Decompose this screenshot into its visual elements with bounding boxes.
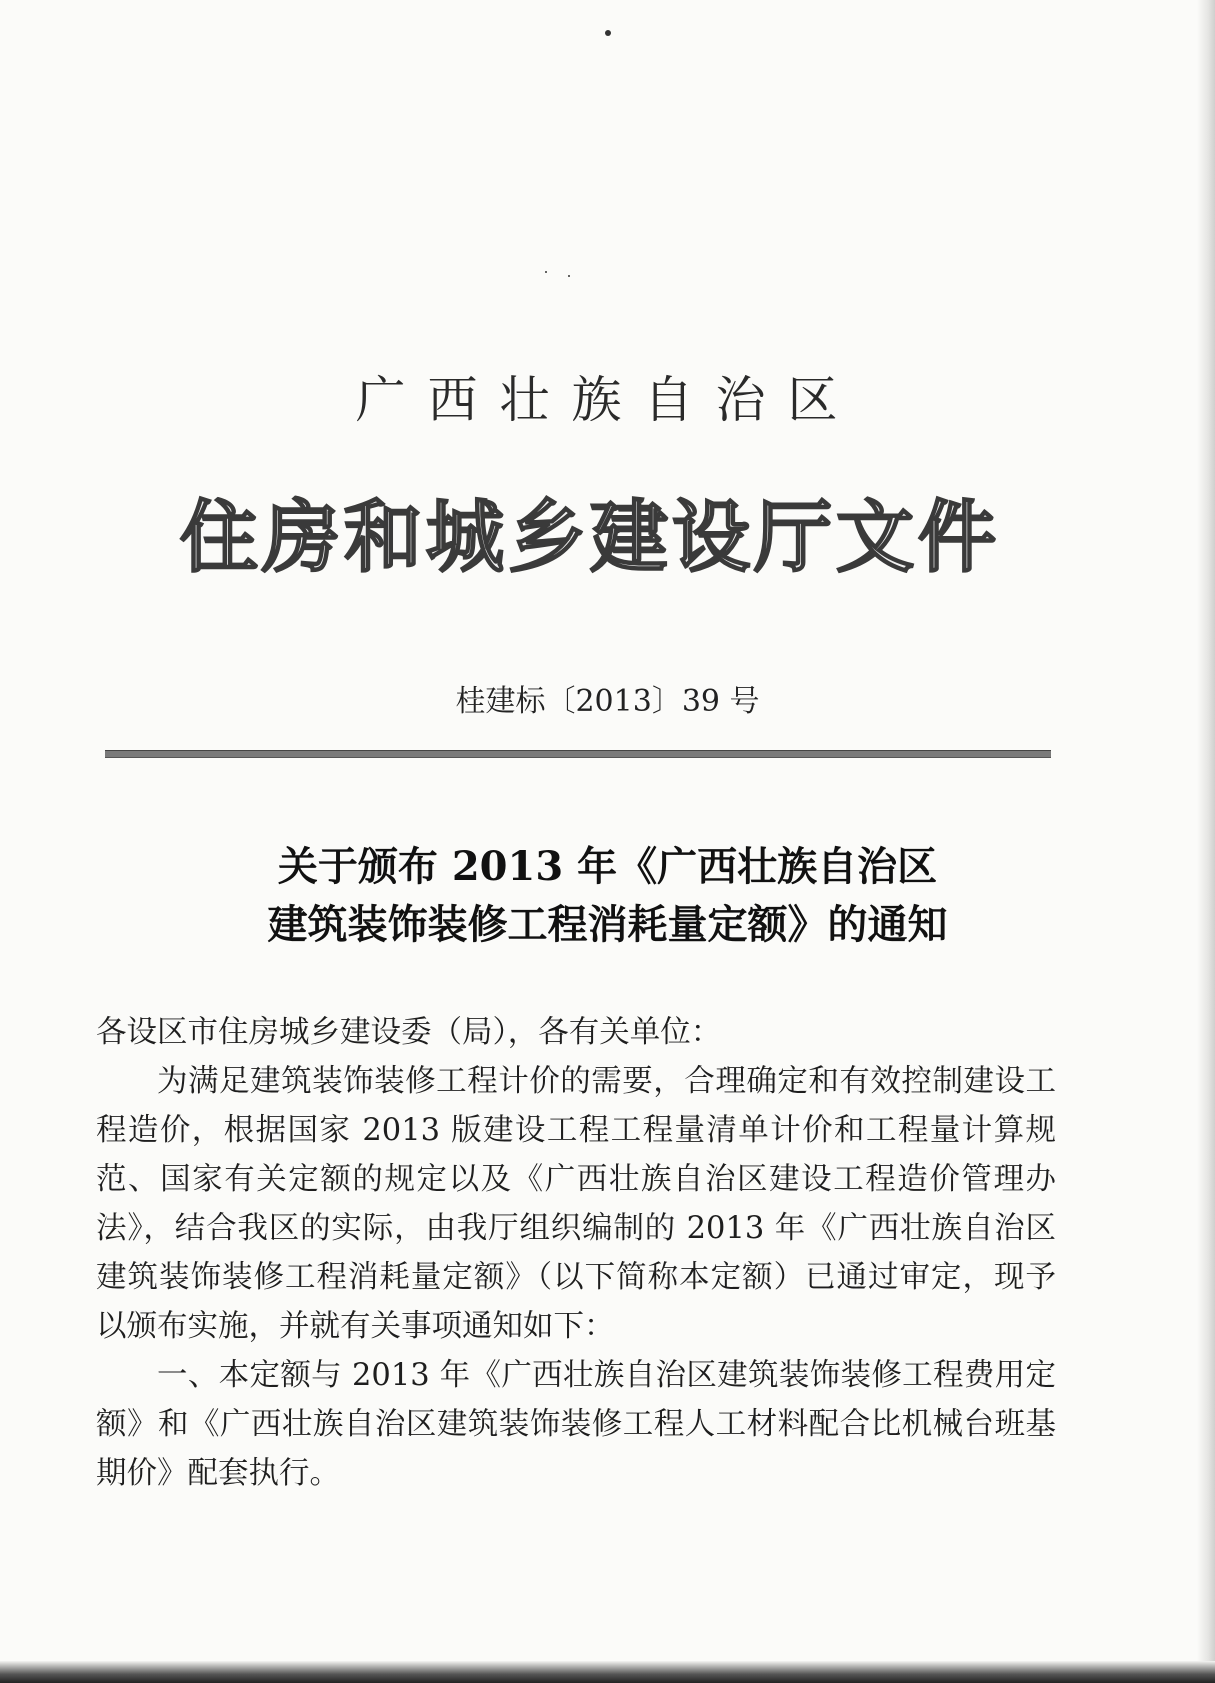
body-paragraph-2: 一、本定额与 2013 年《广西壮族自治区建筑装饰装修工程费用定额》和《广西壮族自治区建筑装饰装修工程人工材料配合比机械台班基期价》配套执行。 xyxy=(96,1358,1056,1491)
scan-edge-bottom xyxy=(0,1661,1215,1683)
scan-speck xyxy=(545,271,547,273)
salutation: 各设区市住房城乡建设委（局），各有关单位： xyxy=(96,1015,722,1050)
header-divider xyxy=(105,750,1051,758)
scan-speck xyxy=(568,275,570,277)
title-line-2: 建筑装饰装修工程消耗量定额》的通知 xyxy=(267,901,948,948)
body-paragraph-1: 为满足建筑装饰装修工程计价的需要，合理确定和有效控制建设工程造价，根据国家 2013 版建设工程工程量清单计价和工程量计算规范、国家有关定额的规定以及《广西壮族自治区建设工程造价管理办法》，结合我区的实际，由我厅组织编制的 2013 年《广西壮族自治区建筑装饰装修工程消耗量定额》（以下简称本定额）已通过审定，现予以颁布实施，并就有关事项通知如下： xyxy=(96,1064,1056,1344)
title-line-1: 关于颁布 2013 年《广西壮族自治区 xyxy=(277,843,938,890)
document-body xyxy=(96,1008,1056,1498)
issuing-office: 住房和城乡建设厅文件 xyxy=(179,493,1000,583)
scan-edge-right xyxy=(1197,0,1215,1683)
document-number: 桂建标〔2013〕39 号 xyxy=(455,684,760,719)
scan-speck xyxy=(605,30,611,36)
issuing-region: 广西壮族自治区 xyxy=(355,371,860,429)
document-title xyxy=(0,838,1215,954)
